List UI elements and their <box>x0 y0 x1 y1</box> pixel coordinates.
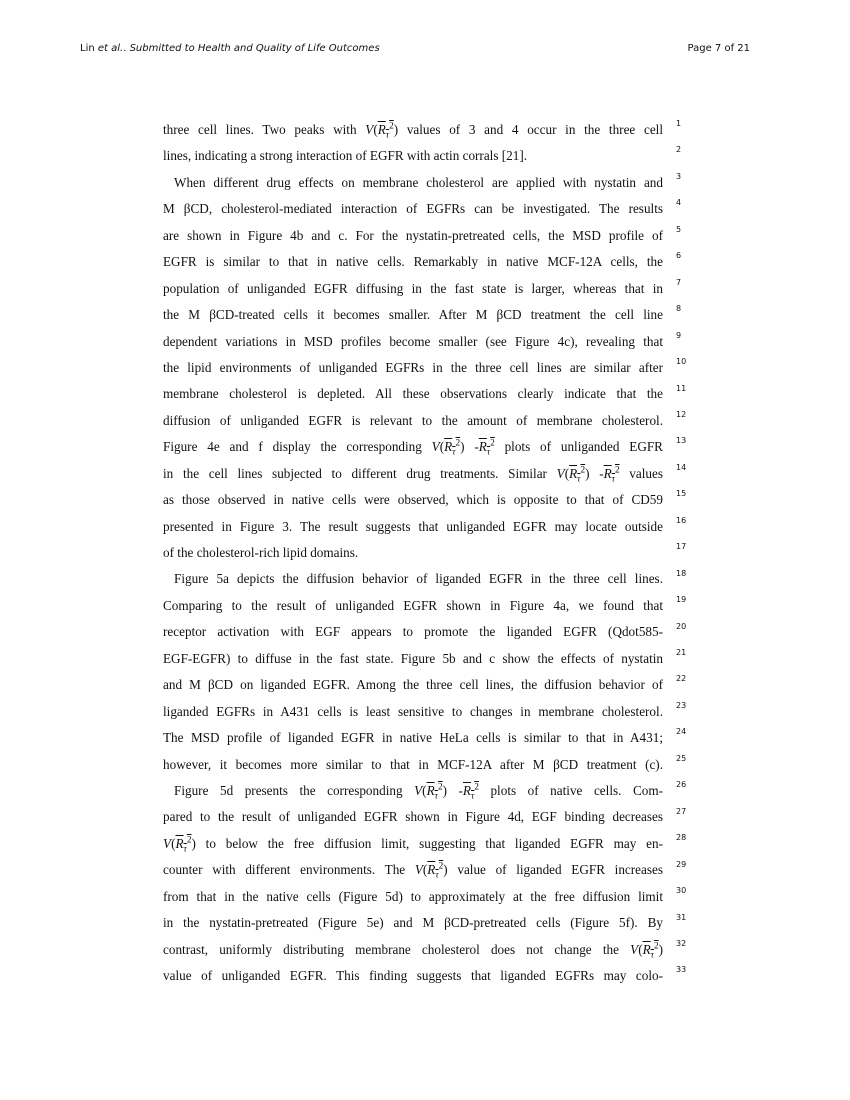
math-mean-R2 <box>589 464 620 484</box>
math-exp: 2 <box>653 940 659 951</box>
math-R-tau-squared <box>642 940 659 960</box>
math-R: R <box>426 782 435 798</box>
math-variance-R2 <box>556 464 590 484</box>
math-R: R <box>427 862 436 878</box>
line-number: 8 <box>676 304 682 314</box>
line-number: 31 <box>676 912 687 922</box>
math-R: R <box>175 835 184 851</box>
text-line: Figure 5d presents the corresponding $V(R_\tau^2)$ $-R_\tau^2$ plots of native cells. Com- <box>174 781 663 801</box>
math-mean-R2 <box>446 781 479 801</box>
math-V: V <box>163 835 172 851</box>
math-tau: τ <box>486 446 491 457</box>
math-tau: τ <box>470 790 475 801</box>
line-number: 28 <box>676 833 687 843</box>
math-exp: 2 <box>474 781 479 792</box>
text-line: population of unliganded EGFR diffusing in the fast state is larger, whereas that in <box>163 280 663 296</box>
body-text <box>163 117 663 989</box>
text-line: Figure 5a depicts the diffusion behavior of liganded EGFR in the three cell lines. <box>174 571 663 587</box>
math-exp: 2 <box>186 834 192 845</box>
math-R: R <box>377 122 386 137</box>
header-journal: Submitted to Health and Quality of Life Outcomes <box>129 43 380 54</box>
math-mean-R2 <box>464 437 495 457</box>
text-line: When different drug effects on membrane cholesterol are applied with nystatin and <box>174 174 663 190</box>
math-variance-R2 <box>414 781 447 801</box>
line-number: 18 <box>676 568 687 578</box>
line-number: 13 <box>676 436 687 446</box>
math-exp: 2 <box>389 120 394 131</box>
math-V: V <box>414 862 423 878</box>
text-line: lines, indicating a strong interaction of EGFR with actin corrals [21]. <box>163 148 528 164</box>
math-paren: ) <box>393 122 399 137</box>
math-R-tau-squared <box>478 437 495 457</box>
text-line: The MSD profile of liganded EGFR in native HeLa cells is similar to that in A431; <box>163 730 663 746</box>
page-number: Page 7 of 21 <box>687 43 750 54</box>
math-paren: ) <box>443 862 448 878</box>
text-line: dependent variations in MSD profiles become smaller (see Figure 4c), revealing that <box>163 333 663 349</box>
line-number: 22 <box>676 674 687 684</box>
page-header <box>80 43 750 59</box>
math-paren: ( <box>171 835 176 851</box>
math-V: V <box>556 465 565 481</box>
math-paren: ( <box>564 465 570 481</box>
line-number: 15 <box>676 489 687 499</box>
text-line: EGFR is similar to that in native cells. Remarkably in native MCF-12A cells, the <box>163 254 663 270</box>
text-line: as those observed in native cells were observed, which is opposite to that of CD59 <box>163 492 663 508</box>
header-authors: Lin <box>80 43 95 54</box>
text-line: presented in Figure 3. The result suggests that unliganded EGFR may locate outside <box>163 518 663 534</box>
text-line: diffusion of unliganded EGFR is relevant to the amount of membrane cholesterol. <box>163 412 663 428</box>
math-paren: ( <box>422 782 427 798</box>
line-number: 9 <box>676 330 682 340</box>
math-R: R <box>462 782 471 798</box>
math-tau: τ <box>611 473 615 484</box>
text-line: receptor activation with EGF appears to promote the liganded EGFR (Qdot585- <box>163 624 663 640</box>
line-number: 23 <box>676 700 687 710</box>
text-line: of the cholesterol-rich lipid domains. <box>163 545 359 560</box>
line-number: 11 <box>676 383 687 393</box>
text-line: three cell lines. Two peaks with $V(R_\tau^2)$ values of 3 and 4 occur in the three cell <box>163 120 664 140</box>
line-number: 6 <box>676 251 682 261</box>
math-variance-R2 <box>630 940 663 960</box>
text-line: the M βCD-treated cells it becomes smaller. After M βCD treatment the cell line <box>163 307 663 323</box>
math-R: R <box>478 439 487 455</box>
math-exp: 2 <box>614 464 620 475</box>
math-R-tau-squared <box>444 437 461 457</box>
line-number: 1 <box>676 119 682 128</box>
text-line: EGF-EGFR) to diffuse in the fast state. Figure 5b and c show the effects of nystatin <box>163 650 663 666</box>
math-paren: ( <box>439 439 445 455</box>
line-number: 16 <box>676 515 687 525</box>
math-variance-R2 <box>163 834 196 854</box>
math-R: R <box>642 941 651 957</box>
text-line: the lipid environments of unliganded EGFRs in the three cell lines are similar after <box>163 359 663 375</box>
line-number: 2 <box>676 145 682 155</box>
line-number: 27 <box>676 806 687 816</box>
line-number: 21 <box>676 648 687 657</box>
text-line: from that in the native cells (Figure 5d) to approximately at the free diffusion limit <box>163 888 663 904</box>
math-paren: ) <box>585 465 590 481</box>
math-tau: τ <box>183 843 187 854</box>
math-exp: 2 <box>455 437 461 448</box>
math-tau: τ <box>650 949 654 960</box>
math-variance-R2 <box>431 437 465 457</box>
text-line: are shown in Figure 4b and c. For the nystatin-pretreated cells, the MSD profile of <box>163 227 663 243</box>
math-V: V <box>414 782 423 798</box>
line-number: 25 <box>676 753 687 763</box>
line-number: 26 <box>676 780 687 790</box>
math-dash: - <box>446 782 463 798</box>
math-R-tau-squared <box>427 860 444 880</box>
math-tau: τ <box>577 473 581 484</box>
math-paren: ) <box>658 941 663 957</box>
math-R-tau-squared <box>175 834 192 854</box>
math-paren: ( <box>373 122 378 137</box>
math-exp: 2 <box>437 781 443 792</box>
text-line: counter with different environments. The $V(R_\tau^2)$ value of liganded EGFR increases <box>163 860 663 880</box>
text-line: however, it becomes more similar to that in MCF-12A after M βCD treatment (c). <box>163 756 663 772</box>
math-tau: τ <box>434 790 438 801</box>
line-number: 4 <box>676 198 682 208</box>
math-paren: ) <box>191 835 196 851</box>
line-number: 10 <box>676 357 687 367</box>
line-number: 7 <box>676 277 682 287</box>
text-line: pared to the result of unliganded EGFR shown in Figure 4d, EGF binding decreases <box>163 809 663 825</box>
header-etal: et al. <box>97 43 124 54</box>
math-paren: ( <box>422 862 428 878</box>
text-line: Figure 4e and f display the corresponding $V(R_\tau^2)$ $-R_\tau^2$ plots of unliganded EGFR <box>163 437 663 457</box>
math-paren: ( <box>638 941 643 957</box>
math-exp: 2 <box>438 860 444 871</box>
math-R-tau-squared <box>569 464 586 484</box>
running-head: Lin et al.. Submitted to Health and Quality of Life Outcomes <box>80 43 380 54</box>
math-tau: τ <box>385 129 390 140</box>
math-V: V <box>630 941 639 957</box>
math-R-tau-squared <box>377 120 394 140</box>
line-number: 12 <box>676 409 687 419</box>
line-number: 17 <box>676 542 687 552</box>
math-variance-R2 <box>365 120 399 140</box>
math-R: R <box>603 465 612 481</box>
text-line: in the nystatin-pretreated (Figure 5e) and M βCD-pretreated cells (Figure 5f). By <box>163 915 663 931</box>
text-line: value of unliganded EGFR. This finding suggests that liganded EGFRs may colo- <box>163 968 663 983</box>
text-line: in the cell lines subjected to different drug treatments. Similar $V(R_\tau^2)$ $-R_\tau^2$ values <box>163 464 663 484</box>
text-line: membrane cholesterol is depleted. All these observations clearly indicate that the <box>163 386 663 402</box>
math-V: V <box>365 122 374 137</box>
line-number: 19 <box>676 595 687 605</box>
math-R-tau-squared <box>603 464 620 484</box>
line-number: 3 <box>676 171 682 181</box>
math-V: V <box>431 439 440 455</box>
text-line: and M βCD on liganded EGFR. Among the three cell lines, the diffusion behavior of <box>163 677 663 693</box>
line-number: 30 <box>676 886 687 896</box>
math-dash: - <box>464 439 479 455</box>
math-tau: τ <box>452 446 456 457</box>
line-number: 5 <box>676 224 682 234</box>
math-variance-R2 <box>414 860 448 880</box>
line-number: 32 <box>676 938 687 948</box>
text-line: contrast, uniformly distributing membrane cholesterol does not change the $V(R_\tau^2)$ <box>163 940 663 960</box>
line-number: 24 <box>676 727 687 737</box>
math-exp: 2 <box>490 437 495 448</box>
math-paren: ) <box>442 782 447 798</box>
line-number: 29 <box>676 859 687 869</box>
math-tau: τ <box>435 869 439 880</box>
math-dash: - <box>589 465 604 481</box>
text-line: Comparing to the result of unliganded EGFR shown in Figure 4a, we found that <box>163 597 663 613</box>
line-number: 14 <box>676 462 687 472</box>
line-number: 20 <box>676 621 687 631</box>
math-exp: 2 <box>580 464 586 475</box>
math-R: R <box>569 465 578 481</box>
line-number: 33 <box>676 965 687 975</box>
math-paren: ) <box>460 439 465 455</box>
math-R-tau-squared <box>462 781 479 801</box>
math-R: R <box>444 439 453 455</box>
text-line: M βCD, cholesterol-mediated interaction of EGFRs can be investigated. The results <box>163 201 663 217</box>
text-line: $V(R_\tau^2)$ to below the free diffusion limit, suggesting that liganded EGFR may en- <box>163 834 663 854</box>
text-line: liganded EGFRs in A431 cells is least sensitive to changes in membrane cholesterol. <box>163 703 663 719</box>
math-R-tau-squared <box>426 781 443 801</box>
